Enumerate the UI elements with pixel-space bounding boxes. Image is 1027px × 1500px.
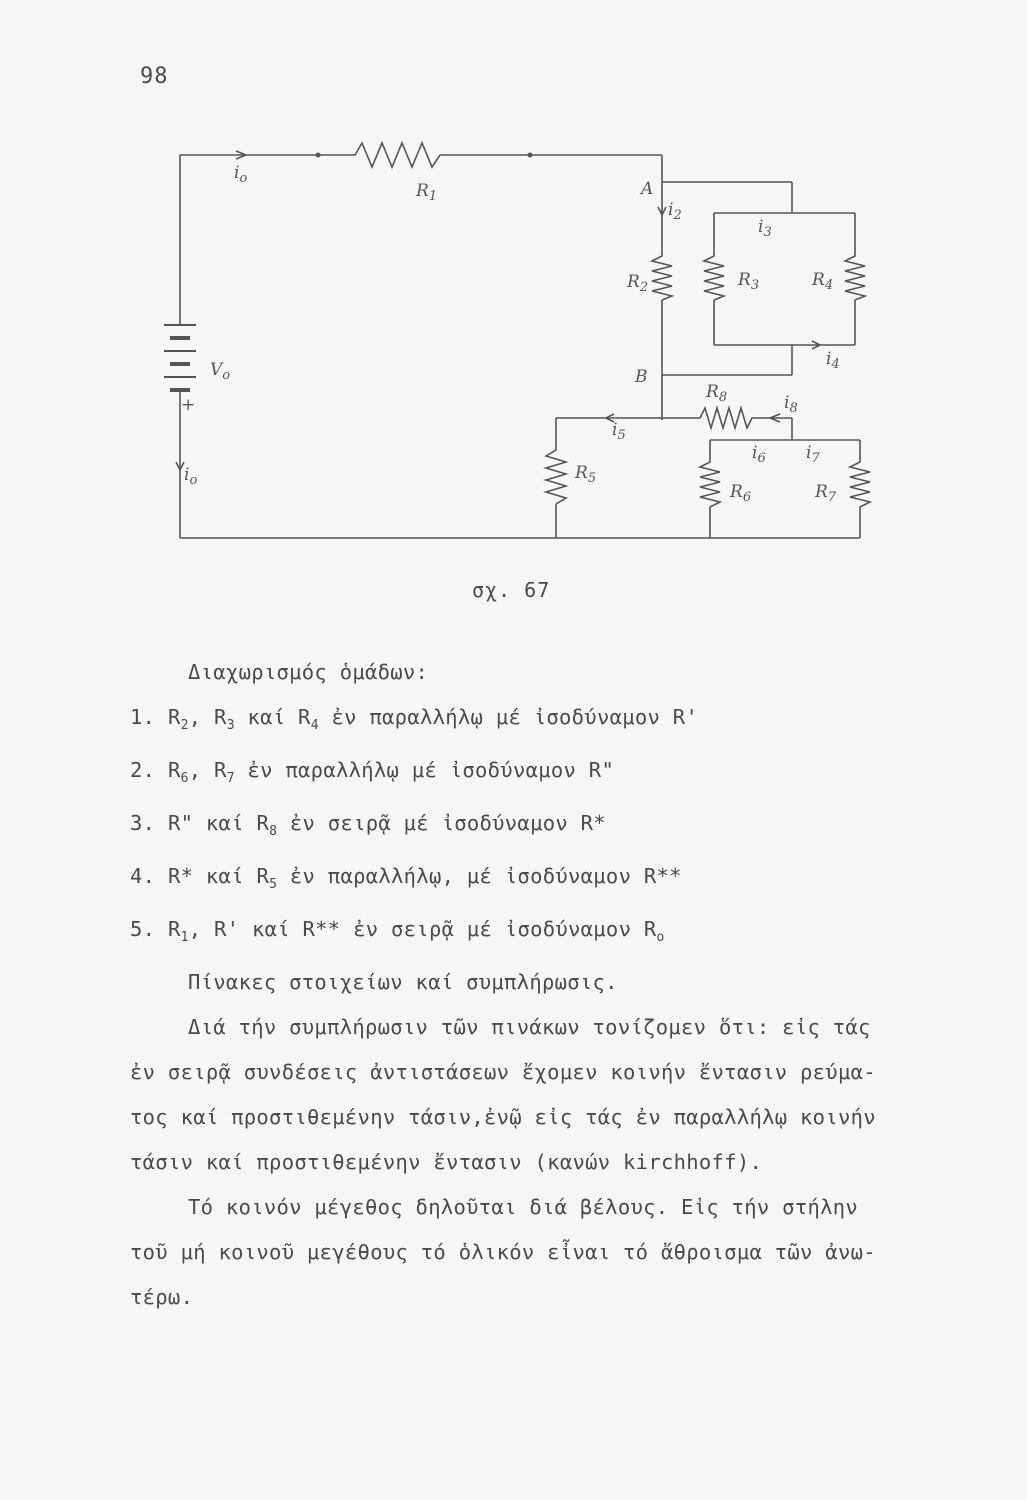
label-r7: $R_7$ [815,482,837,505]
list-item: 1. $R_2$, $R_3$ καί $R_4$ ἐν παραλλήλῳ μέ ἰσοδύναμον R' [130,705,699,733]
resistor-r1-zigzag [318,143,530,167]
label-i2: $i_2$ [668,200,682,223]
label-node-b: B [635,367,648,387]
resistor-r7-zigzag [850,458,870,507]
paragraph-line: Τό κοινόν μέγεθος δηλοῦται διά βέλους. Εἰς τήν στήλην [188,1195,859,1219]
paragraph-line: Διά τήν συμπλήρωσιν τῶν πινάκων τονίζομεν ὅτι: εἰς τάς [188,1015,871,1039]
label-i5: $i_5$ [612,420,626,443]
label-r4: $R_4$ [812,270,834,293]
paragraph-line: τάσιν καί προστιθεμένην ἔντασιν (κανών kirchhoff). [130,1150,763,1174]
list-item: 2. $R_6$, $R_7$ ἐν παραλλήλῳ μέ ἰσοδύναμον R" [130,758,615,786]
list-item: 4. R* καί $R_5$ ἐν παραλλήλῳ, μέ ἰσοδύναμον R** [130,864,682,892]
resistor-r8-zigzag [662,408,792,428]
resistor-r2-zigzag [652,252,672,300]
paragraph-line: τοῦ μή κοινοῦ μεγέθους τό ὁλικόν εἶναι τό ἄθροισμα τῶν ἀνω- [130,1240,876,1264]
paragraph-line: τος καί προστιθεμένην τάσιν,ἐνῷ εἰς τάς ἐν παραλλήλῳ κοινήν [130,1105,876,1129]
node-dot [316,153,321,158]
label-r1: $R_1$ [416,181,438,204]
paragraph-line: ἐν σειρᾷ συνδέσεις ἀντιστάσεων ἔχομεν κοινήν ἔντασιν ρεύμα- [130,1060,876,1084]
page-number: 98 [140,64,169,89]
label-r2: $R_2$ [627,272,649,295]
label-v0: $V_o$ [210,360,231,383]
label-i0-left: $i_o$ [184,465,198,488]
label-plus: + [181,395,196,415]
label-i3: $i_3$ [758,217,772,240]
circuit-diagram [0,0,1027,600]
resistor-r6-zigzag [700,458,720,507]
resistor-r4-zigzag [845,252,865,300]
label-r5: $R_5$ [575,463,597,486]
label-i0-top: $i_o$ [234,163,248,186]
label-r3: $R_3$ [738,270,760,293]
resistor-r3-zigzag [704,252,724,300]
tables-heading: Πίνακες στοιχείων καί συμπλήρωσις. [188,970,618,994]
node-dot [528,153,533,158]
label-r8: $R_8$ [706,382,728,405]
groups-heading: Διαχωρισμός ὁμάδων: [188,660,429,684]
label-i8: $i_8$ [784,393,798,416]
label-i7: $i_7$ [806,443,820,466]
resistor-r5-zigzag [546,445,566,504]
figure-caption: σχ. 67 [472,578,551,602]
paragraph-line: τέρω. [130,1285,194,1309]
label-r6: $R_6$ [730,482,752,505]
list-item: 5. $R_1$, R' καί R** ἐν σειρᾷ μέ ἰσοδύναμον $R_o$ [130,917,665,945]
label-i4: $i_4$ [826,349,840,372]
body-text [130,650,1000,1320]
label-i6: $i_6$ [752,443,766,466]
label-node-a: A [641,179,654,199]
list-item: 3. R" καί $R_8$ ἐν σειρᾷ μέ ἰσοδύναμον R* [130,811,606,839]
